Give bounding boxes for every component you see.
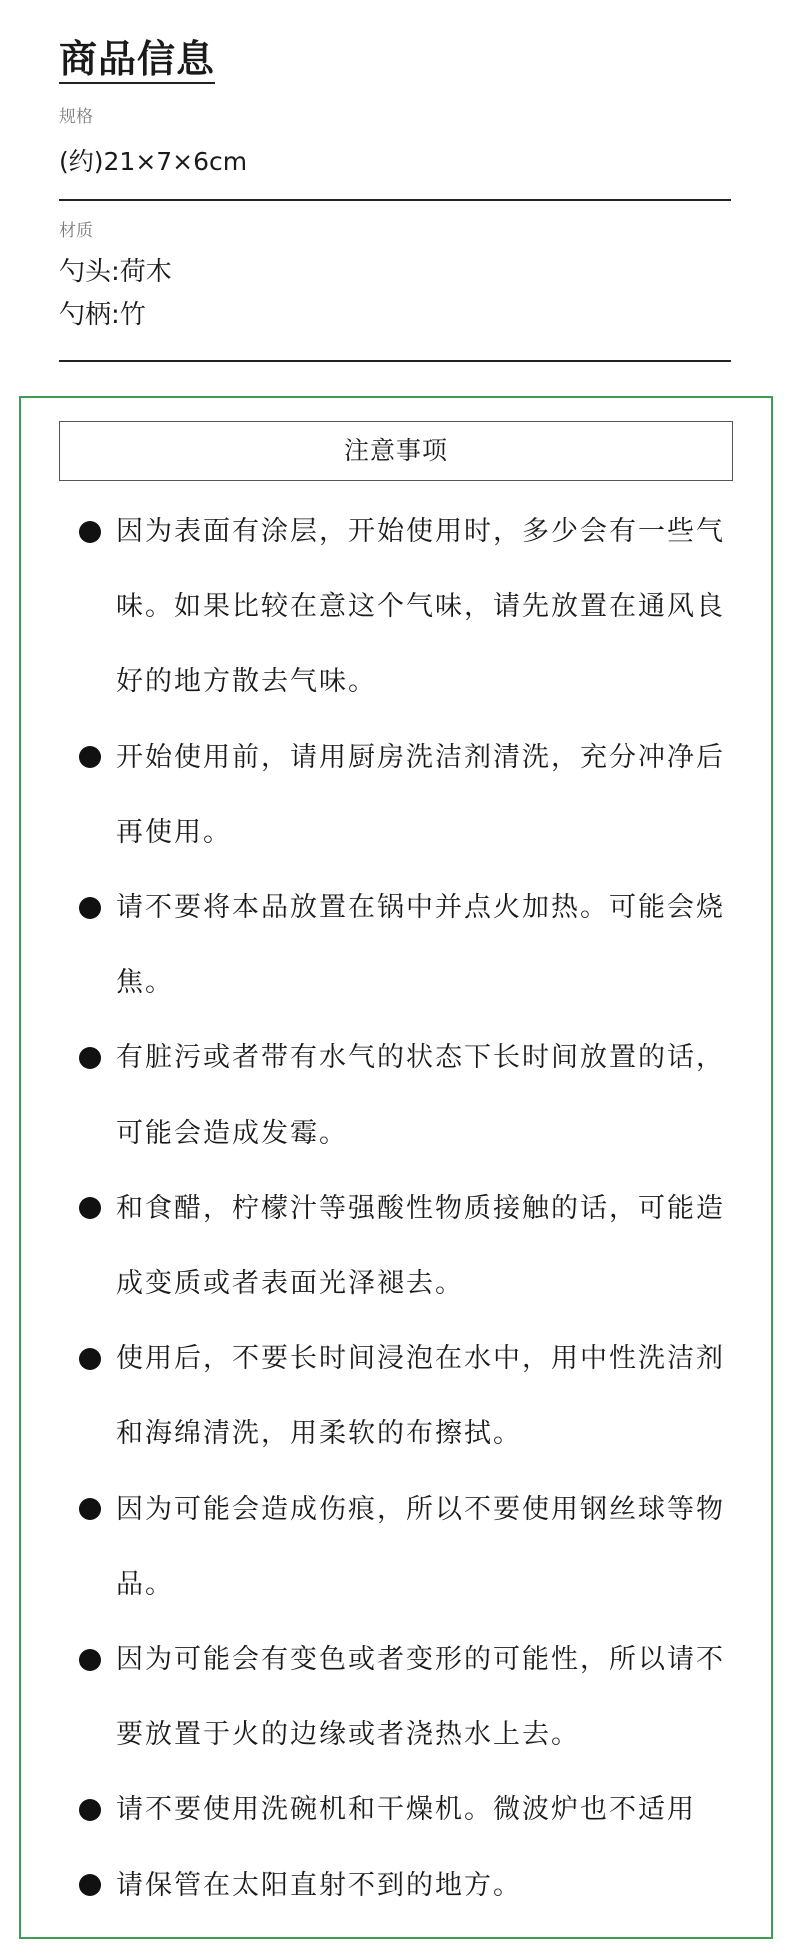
bullet-icon <box>79 521 101 543</box>
notice-item-text: 因为可能会造成伤痕，所以不要使用钢丝球等物品。 <box>116 1493 725 1600</box>
notice-item-text: 请不要将本品放置在锅中并点火加热。可能会烧焦。 <box>116 892 725 999</box>
notice-item <box>116 1848 736 1923</box>
material-values <box>59 251 172 336</box>
notice-item <box>116 1622 736 1772</box>
notice-item <box>116 1321 736 1471</box>
notice-item-text: 因为可能会有变色或者变形的可能性，所以请不要放置于火的边缘或者浇热水上去。 <box>116 1644 725 1751</box>
bullet-icon <box>79 1874 101 1896</box>
bullet-icon <box>79 746 101 768</box>
bullet-icon <box>79 1498 101 1520</box>
spec-value: (约)21×7×6cm <box>59 147 248 176</box>
bullet-icon <box>79 1649 101 1671</box>
notice-item-text: 请保管在太阳直射不到的地方。 <box>116 1869 522 1901</box>
bullet-icon <box>79 1047 101 1069</box>
bullet-icon <box>79 1348 101 1370</box>
notice-item <box>116 1472 736 1622</box>
bullet-icon <box>79 897 101 919</box>
notice-item <box>116 720 736 870</box>
notice-item <box>116 1772 736 1847</box>
notice-title: 注意事项 <box>59 421 733 481</box>
notice-frame <box>19 396 773 1939</box>
notice-item <box>116 494 736 720</box>
material-label: 材质 <box>59 221 93 241</box>
notice-item-text: 使用后，不要长时间浸泡在水中，用中性洗洁剂和海绵清洗，用柔软的布擦拭。 <box>116 1343 725 1450</box>
spec-label: 规格 <box>59 107 93 127</box>
bullet-icon <box>79 1799 101 1821</box>
bullet-icon <box>79 1197 101 1219</box>
material-handle-value: 勺柄:竹 <box>59 299 146 330</box>
notice-item-text: 请不要使用洗碗机和干燥机。微波炉也不适用 <box>116 1794 696 1826</box>
product-info-title: 商品信息 <box>59 37 215 84</box>
notice-item-text: 因为表面有涂层，开始使用时，多少会有一些气味。如果比较在意这个气味，请先放置在通风良好的地方散去气味。 <box>116 516 725 698</box>
divider <box>59 199 731 201</box>
notice-item <box>116 1171 736 1321</box>
notice-item-text: 和食醋，柠檬汁等强酸性物质接触的话，可能造成变质或者表面光泽褪去。 <box>116 1192 725 1300</box>
material-head-value: 勺头:荷木 <box>59 257 172 287</box>
divider <box>59 360 731 362</box>
notice-item-text: 开始使用前，请用厨房洗洁剂清洗，充分冲净后再使用。 <box>116 741 725 848</box>
notice-item <box>116 1020 736 1170</box>
notice-item-text: 有脏污或者带有水气的状态下长时间放置的话，可能会造成发霉。 <box>116 1042 725 1149</box>
notice-item <box>116 870 736 1020</box>
notice-list <box>116 494 736 1923</box>
